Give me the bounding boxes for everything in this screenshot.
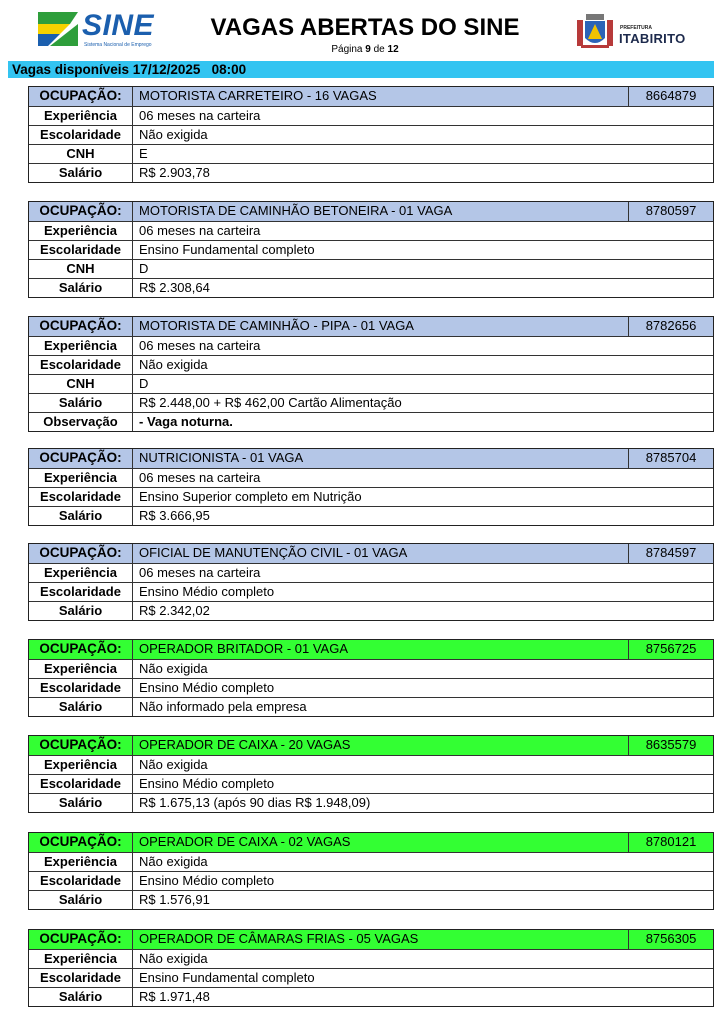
escolaridade-label: Escolaridade: [29, 872, 133, 890]
escolaridade-label: Escolaridade: [29, 126, 133, 144]
sine-logo-text: SINE: [82, 9, 155, 42]
observacao-row: [29, 412, 713, 431]
salario-label: Salário: [29, 507, 133, 525]
job-header-row: [29, 544, 713, 563]
experiencia-row: [29, 221, 713, 240]
salario-label: Salário: [29, 164, 133, 182]
escolaridade-label: Escolaridade: [29, 583, 133, 601]
salario-value: R$ 1.675,13 (após 90 dias R$ 1.948,09): [139, 795, 371, 810]
prefeitura-label: PREFEITURA: [620, 25, 652, 31]
escolaridade-label: Escolaridade: [29, 356, 133, 374]
experiencia-value: 06 meses na carteira: [139, 338, 261, 353]
ocupacao-label: OCUPAÇÃO:: [29, 833, 133, 852]
ocupacao-label: OCUPAÇÃO:: [29, 317, 133, 336]
job-card: [28, 201, 714, 298]
job-header-row: [29, 833, 713, 852]
escolaridade-value: Ensino Médio completo: [139, 584, 275, 599]
job-card: [28, 639, 714, 717]
job-code: 8785704: [628, 449, 713, 468]
coat-of-arms-icon: [575, 12, 615, 52]
job-card: [28, 735, 714, 813]
cnh-row: [29, 374, 713, 393]
experiencia-label: Experiência: [29, 564, 133, 582]
salario-value: R$ 1.576,91: [139, 892, 210, 907]
job-title: OFICIAL DE MANUTENÇÃO CIVIL - 01 VAGA: [139, 545, 408, 560]
escolaridade-value: Ensino Médio completo: [139, 873, 275, 888]
cnh-label: CNH: [29, 260, 133, 278]
page-label: Página: [331, 44, 363, 55]
job-card: [28, 86, 714, 183]
experiencia-value: 06 meses na carteira: [139, 470, 261, 485]
job-card: [28, 543, 714, 621]
experiencia-label: Experiência: [29, 853, 133, 871]
cnh-value: D: [139, 376, 149, 391]
job-title: OPERADOR DE CÂMARAS FRIAS - 05 VAGAS: [139, 931, 419, 946]
experiencia-label: Experiência: [29, 337, 133, 355]
salario-label: Salário: [29, 698, 133, 716]
observacao-label: Observação: [29, 413, 133, 431]
escolaridade-value: Ensino Médio completo: [139, 776, 275, 791]
job-title: OPERADOR BRITADOR - 01 VAGA: [139, 641, 349, 656]
escolaridade-row: [29, 968, 713, 987]
salario-row: [29, 890, 713, 909]
page-number: [200, 44, 530, 56]
page-current: 9: [365, 44, 371, 55]
page-title: VAGAS ABERTAS DO SINE: [210, 14, 520, 41]
job-code: 8784597: [628, 544, 713, 563]
job-header-row: [29, 202, 713, 221]
job-code: 8664879: [628, 87, 713, 106]
job-code: 8635579: [628, 736, 713, 755]
experiencia-row: [29, 852, 713, 871]
salario-value: R$ 3.666,95: [139, 508, 210, 523]
job-header-row: [29, 317, 713, 336]
experiencia-value: 06 meses na carteira: [139, 565, 261, 580]
salario-value: R$ 2.308,64: [139, 280, 210, 295]
experiencia-label: Experiência: [29, 950, 133, 968]
experiencia-label: Experiência: [29, 756, 133, 774]
escolaridade-value: Não exigida: [139, 357, 208, 372]
experiencia-row: [29, 106, 713, 125]
availability-banner: [8, 61, 714, 78]
job-header-row: [29, 449, 713, 468]
ocupacao-label: OCUPAÇÃO:: [29, 202, 133, 221]
salario-value: R$ 2.342,02: [139, 603, 210, 618]
job-code: 8756305: [628, 930, 713, 949]
experiencia-label: Experiência: [29, 107, 133, 125]
salario-value: Não informado pela empresa: [139, 699, 307, 714]
experiencia-value: Não exigida: [139, 661, 208, 676]
salario-value: R$ 1.971,48: [139, 989, 210, 1004]
escolaridade-value: Ensino Fundamental completo: [139, 242, 315, 257]
availability-date: Vagas disponíveis 17/12/2025 08:00: [12, 62, 247, 77]
escolaridade-value: Não exigida: [139, 127, 208, 142]
ocupacao-label: OCUPAÇÃO:: [29, 930, 133, 949]
cnh-row: [29, 144, 713, 163]
cnh-label: CNH: [29, 145, 133, 163]
salario-row: [29, 506, 713, 525]
ocupacao-label: OCUPAÇÃO:: [29, 640, 133, 659]
page-header: [0, 0, 724, 60]
salario-row: [29, 393, 713, 412]
escolaridade-row: [29, 487, 713, 506]
job-title: NUTRICIONISTA - 01 VAGA: [139, 450, 304, 465]
escolaridade-value: Ensino Superior completo em Nutrição: [139, 489, 362, 504]
job-header-row: [29, 736, 713, 755]
cnh-value: D: [139, 261, 149, 276]
job-header-row: [29, 930, 713, 949]
salario-row: [29, 697, 713, 716]
experiencia-row: [29, 468, 713, 487]
ocupacao-label: OCUPAÇÃO:: [29, 87, 133, 106]
job-card: [28, 929, 714, 1007]
salario-row: [29, 601, 713, 620]
cnh-row: [29, 259, 713, 278]
job-code: 8780597: [628, 202, 713, 221]
experiencia-label: Experiência: [29, 660, 133, 678]
experiencia-value: Não exigida: [139, 854, 208, 869]
ocupacao-label: OCUPAÇÃO:: [29, 736, 133, 755]
escolaridade-label: Escolaridade: [29, 488, 133, 506]
page-total: 12: [387, 44, 399, 55]
ocupacao-label: OCUPAÇÃO:: [29, 544, 133, 563]
salario-label: Salário: [29, 891, 133, 909]
job-card: [28, 832, 714, 910]
salario-value: R$ 2.448,00 + R$ 462,00 Cartão Alimentação: [139, 395, 402, 410]
escolaridade-label: Escolaridade: [29, 679, 133, 697]
job-title: OPERADOR DE CAIXA - 20 VAGAS: [139, 737, 351, 752]
sine-flag-icon: [38, 12, 80, 46]
job-card: [28, 316, 714, 432]
escolaridade-value: Ensino Fundamental completo: [139, 970, 315, 985]
sine-logo: [38, 10, 163, 52]
experiencia-row: [29, 949, 713, 968]
experiencia-label: Experiência: [29, 222, 133, 240]
job-code: 8782656: [628, 317, 713, 336]
job-header-row: [29, 640, 713, 659]
cnh-value: E: [139, 146, 148, 161]
job-title: MOTORISTA DE CAMINHÃO BETONEIRA - 01 VAGA: [139, 203, 453, 218]
job-title: MOTORISTA DE CAMINHÃO - PIPA - 01 VAGA: [139, 318, 414, 333]
job-code: 8756725: [628, 640, 713, 659]
observacao-value: - Vaga noturna.: [139, 414, 233, 429]
sine-logo-subtitle: Sistema Nacional de Emprego: [84, 42, 152, 48]
salario-row: [29, 278, 713, 297]
escolaridade-label: Escolaridade: [29, 775, 133, 793]
job-header-row: [29, 87, 713, 106]
escolaridade-row: [29, 240, 713, 259]
salario-label: Salário: [29, 602, 133, 620]
experiencia-label: Experiência: [29, 469, 133, 487]
salario-row: [29, 163, 713, 182]
escolaridade-label: Escolaridade: [29, 241, 133, 259]
escolaridade-row: [29, 125, 713, 144]
experiencia-value: Não exigida: [139, 757, 208, 772]
escolaridade-row: [29, 774, 713, 793]
experiencia-value: 06 meses na carteira: [139, 223, 261, 238]
experiencia-row: [29, 659, 713, 678]
job-title: MOTORISTA CARRETEIRO - 16 VAGAS: [139, 88, 377, 103]
cnh-label: CNH: [29, 375, 133, 393]
job-title: OPERADOR DE CAIXA - 02 VAGAS: [139, 834, 351, 849]
salario-label: Salário: [29, 394, 133, 412]
page-of: de: [373, 44, 385, 55]
escolaridade-row: [29, 582, 713, 601]
escolaridade-label: Escolaridade: [29, 969, 133, 987]
job-code: 8780121: [628, 833, 713, 852]
salario-row: [29, 793, 713, 812]
salario-label: Salário: [29, 794, 133, 812]
escolaridade-row: [29, 355, 713, 374]
escolaridade-value: Ensino Médio completo: [139, 680, 275, 695]
salario-value: R$ 2.903,78: [139, 165, 210, 180]
salario-label: Salário: [29, 279, 133, 297]
experiencia-row: [29, 755, 713, 774]
ocupacao-label: OCUPAÇÃO:: [29, 449, 133, 468]
experiencia-value: Não exigida: [139, 951, 208, 966]
salario-label: Salário: [29, 988, 133, 1006]
experiencia-row: [29, 336, 713, 355]
job-card: [28, 448, 714, 526]
prefeitura-city: ITABIRITO: [619, 31, 686, 46]
experiencia-row: [29, 563, 713, 582]
escolaridade-row: [29, 871, 713, 890]
escolaridade-row: [29, 678, 713, 697]
experiencia-value: 06 meses na carteira: [139, 108, 261, 123]
prefeitura-logo: [575, 12, 695, 52]
salario-row: [29, 987, 713, 1006]
